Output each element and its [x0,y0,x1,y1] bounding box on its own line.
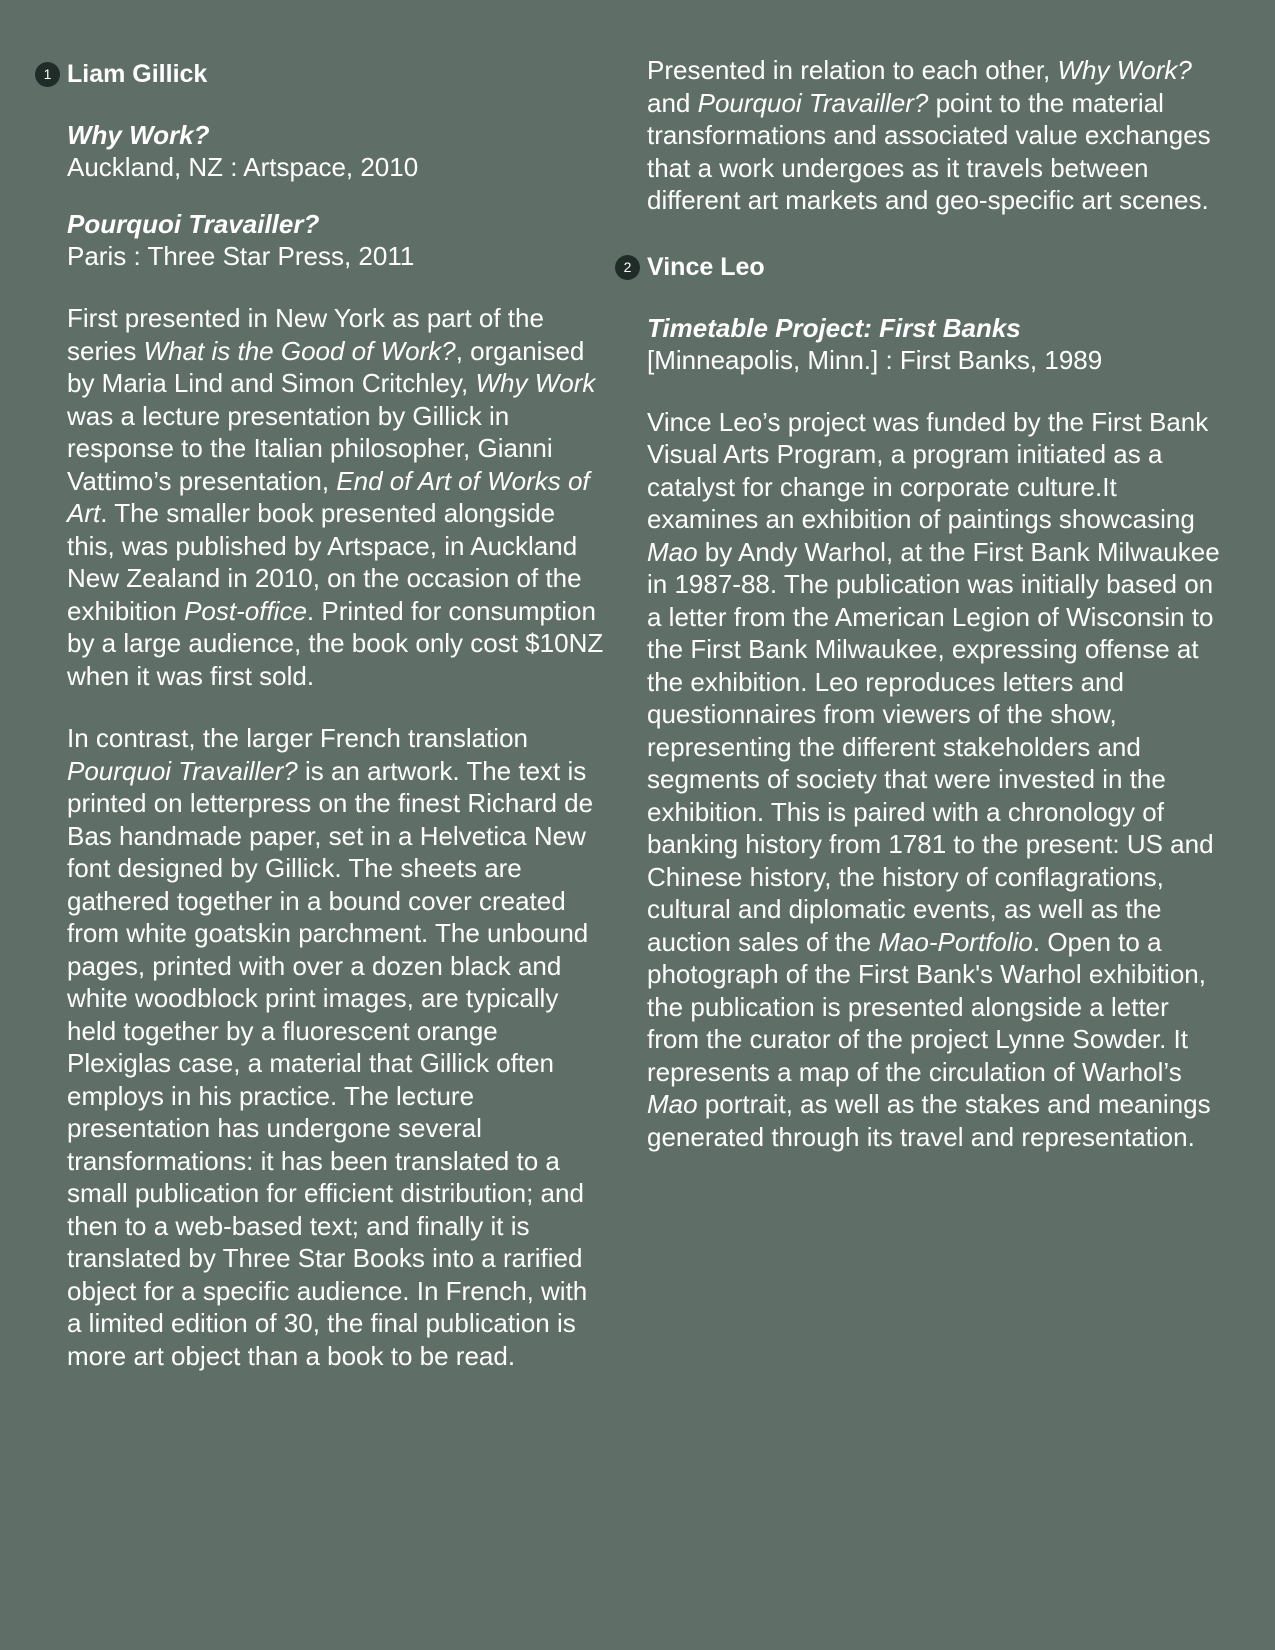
book-publication: Auckland, NZ : Artspace, 2010 [67,152,419,182]
description-paragraph: Vince Leo’s project was funded by the First Bank Visual Arts Program, a program initiated as a catalyst for change in corporate culture.It examines an exhibition of paintings showcasing Mao by Andy Warhol, at the First Bank Milwaukee in 1987-88. The publication was initially based on a letter from the American Legion of Wisconsin to the First Bank Milwaukee, expressing offense at the exhibition. Leo reproduces letters and questionnaires from viewers of the show, representing the different stakeholders and segments of society that were invested in the exhibition. This is paired with a chronology of banking history from 1781 to the present: US and Chinese history, the history of conflagrations, cultural and diplomatic events, as well as the auction sales of the Mao-Portfolio. Open to a photograph of the First Bank's Warhol exhibition, the publication is presented alongside a letter from the curator of the project Lynne Sowder. It represents a map of the circulation of Warhol’s Mao portrait, as well as the stakes and meanings generated through its travel and representation. [647,406,1220,1152]
left-column [43,54,607,1372]
entry-number-badge: 1 [35,62,60,87]
book-entry [67,119,607,183]
description-paragraph: First presented in New York as part of the series What is the Good of Work?, organised by Maria Lind and Simon Critchley, Why Work was a lecture presentation by Gillick in response to the Italian philosopher, Gianni Vattimo’s presentation, End of Art of Works of Art. The smaller book presented alongside this, was published by Artspace, in Auckland New Zealand in 2010, on the occasion of the exhibition Post-office. Printed for consumption by a large audience, the book only cost $10NZ when it was first sold. [67,303,604,691]
description-paragraph: Presented in relation to each other, Why Work? and Pourquoi Travailler? point to the material transformations and associated value exchanges that a work undergoes as it travels between different art markets and geo-specific art scenes. [647,55,1211,215]
book-title: Pourquoi Travailler? [67,209,320,239]
book-publication: [Minneapolis, Minn.] : First Banks, 1989 [647,344,1103,375]
artist-heading-gillick [43,54,607,94]
book-publication: Paris : Three Star Press, 2011 [67,241,415,271]
entry-number-badge: 2 [615,255,640,280]
artist-heading-leo [623,247,1227,287]
book-entry [67,208,607,272]
artist-name: Vince Leo [647,252,765,281]
book-title: Why Work? [67,120,210,150]
description-paragraph: In contrast, the larger French translation Pourquoi Travailler? is an artwork. The text is printed on letterpress on the finest Richard de Bas handmade paper, set in a Helvetica New font designed by Gillick. The sheets are gathered together in a bound cover created from white goatskin parchment. The unbound pages, printed with over a dozen black and white woodblock print images, are typically held together by a fluorescent orange Plexiglas case, a material that Gillick often employs in his practice. The lecture presentation has undergone several transformations: it has been translated to a small publication for efficient distribution; and then to a web-based text; and finally it is translated by Three Star Books into a rarified object for a specific audience. In French, with a limited edition of 30, the final publication is more art object than a book to be read. [67,723,594,1371]
right-column [623,54,1227,1153]
book-entry [647,312,1227,376]
artist-name: Liam Gillick [67,60,208,88]
book-title: Timetable Project: First Banks [647,312,1021,343]
